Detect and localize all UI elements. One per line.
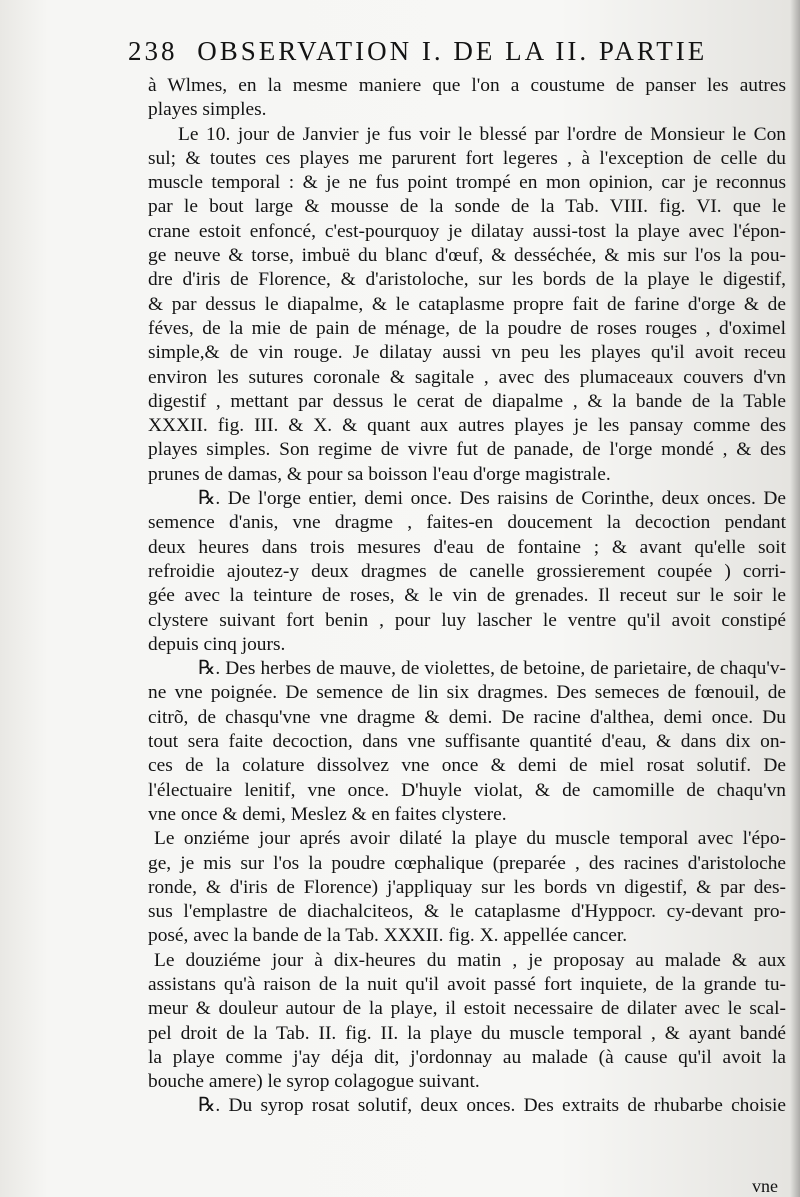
text-line: prunes de damas, & pour sa boisson l'eau d'orge magistrale.	[148, 463, 611, 485]
text-line: posé, avec la bande de la Tab. XXXII. fig. X. appellée cancer.	[148, 925, 628, 947]
text-line: ces de la colature dissolvez vne once & demi de miel rosat solutif. De	[148, 755, 786, 777]
text-line: depuis cinq jours.	[148, 633, 286, 655]
text-line: refroidie ajoutez-y deux dragmes de canelle grossierement coupée ) corri-	[148, 560, 786, 582]
text-line: à Wlmes, en la mesme maniere que l'on a coustume de panser les autres	[148, 75, 786, 96]
text-line: tout sera faite decoction, dans vne suffisante quantité d'eau, & dans dix on-	[148, 731, 786, 753]
text-line: gée avec la teinture de roses, & le vin de grenades. Il receut sur le soir le	[148, 585, 786, 607]
text-line: playes simples. Son regime de vivre fut de panade, de l'orge mondé , & des	[148, 439, 786, 461]
text-line: féves, de la mie de pain de ménage, de la poudre de roses rouges , d'oximel	[148, 317, 786, 339]
page-edge-shadow	[790, 0, 800, 1197]
text-line: clystere suivant fort benin , pour luy lascher le ventre qu'il avoit constipé	[148, 609, 786, 631]
text-line: vne once & demi, Meslez & en faites clystere.	[148, 803, 507, 825]
text-line: sul; & toutes ces playes me parurent fort legeres , à l'exception de celle du	[148, 147, 786, 169]
text-line: ℞. De l'orge entier, demi once. Des raisins de Corinthe, deux onces. De	[198, 488, 786, 510]
text-line: l'électuaire lenitif, vne once. D'huyle violat, & de camomille de chaqu'vn	[148, 779, 786, 801]
text-line: citrõ, de chasqu'vne vne dragme & demi. De racine d'althea, demi once. Du	[148, 706, 786, 728]
text-line: ne vne poignée. De semence de lin six dragmes. Des semeces de fœnouil, de	[148, 682, 786, 704]
text-line: sus l'emplastre de diachalciteos, & le cataplasme d'Hyppocr. cy-devant pro-	[148, 901, 786, 923]
text-line: ge, je mis sur l'os la poudre cœphalique (preparée , des racines d'aristoloche	[148, 852, 786, 874]
text-line: deux heures dans trois mesures d'eau de fontaine ; & avant qu'elle soit	[148, 536, 786, 558]
text-line: XXXII. fig. III. & X. & quant aux autres playes je les pansay comme des	[148, 415, 786, 437]
text-line: la playe comme j'ay déja dit, j'ordonnay au malade (à cause qu'il avoit la	[148, 1046, 786, 1068]
text-line: par le bout large & mousse de la sonde de la Tab. VIII. fig. VI. que le	[148, 196, 786, 218]
text-line: meur & douleur autour de la playe, il estoit necessaire de dilater avec le scal-	[148, 998, 786, 1020]
text-line: environ les sutures coronale & sagitale , avec des plumaceaux couvers d'vn	[148, 366, 786, 388]
text-line: pel droit de la Tab. II. fig. II. la playe du muscle temporal , & ayant bandé	[148, 1022, 786, 1044]
text-line: assistans qu'à raison de la nuit qu'il avoit passé fort inquiete, de la grande tu-	[148, 973, 786, 995]
text-line: ℞. Des herbes de mauve, de violettes, de betoine, de parietaire, de chaqu'v-	[198, 658, 786, 680]
text-line: crane estoit enfoncé, c'est-pourquoy je dilatay aussi-tost la playe avec l'épon-	[148, 220, 786, 242]
text-line: ronde, & d'iris de Florence) j'appliquay sur les bords vn digestif, & par des-	[148, 876, 786, 898]
text-line: playes simples.	[148, 99, 267, 121]
text-line: semence d'anis, vne dragme , faites-en doucement la decoction pendant	[148, 512, 786, 534]
body-text	[148, 74, 786, 1119]
text-line: digestif , mettant par dessus le cerat de diapalme , & la bande de la Table	[148, 390, 786, 412]
text-line: dre d'iris de Florence, & d'aristoloche, sur les bords de la playe le digestif,	[148, 269, 786, 291]
text-line: bouche amere) le syrop colagogue suivant.	[148, 1071, 480, 1093]
text-line: muscle temporal : & je ne fus point trompé en mon opinion, car je reconnus	[148, 172, 786, 194]
text-line: & par dessus le diapalme, & le cataplasme propre fait de farine d'orge & de	[148, 293, 786, 315]
text-line: ℞. Du syrop rosat solutif, deux onces. Des extraits de rhubarbe choisie	[198, 1095, 786, 1117]
text-line: simple,& de vin rouge. Je dilatay aussi vn peu les playes qu'il avoit receu	[148, 342, 786, 364]
text-line: Le 10. jour de Janvier je fus voir le blessé par l'ordre de Monsieur le Con	[178, 123, 786, 145]
catchword: vne	[752, 1176, 778, 1196]
text-line: Le douziéme jour à dix-heures du matin , je proposay au malade & aux	[154, 949, 786, 971]
page-number: 238	[128, 36, 178, 66]
running-title: OBSERVATION I. DE LA II. PARTIE	[197, 36, 708, 66]
text-line: ge neuve & torse, imbuë du blanc d'œuf, & desséchée, & mis sur l'os la pou-	[148, 245, 786, 267]
text-line: Le onziéme jour aprés avoir dilaté la playe du muscle temporal avec l'épo-	[154, 828, 786, 850]
running-head	[128, 34, 778, 68]
